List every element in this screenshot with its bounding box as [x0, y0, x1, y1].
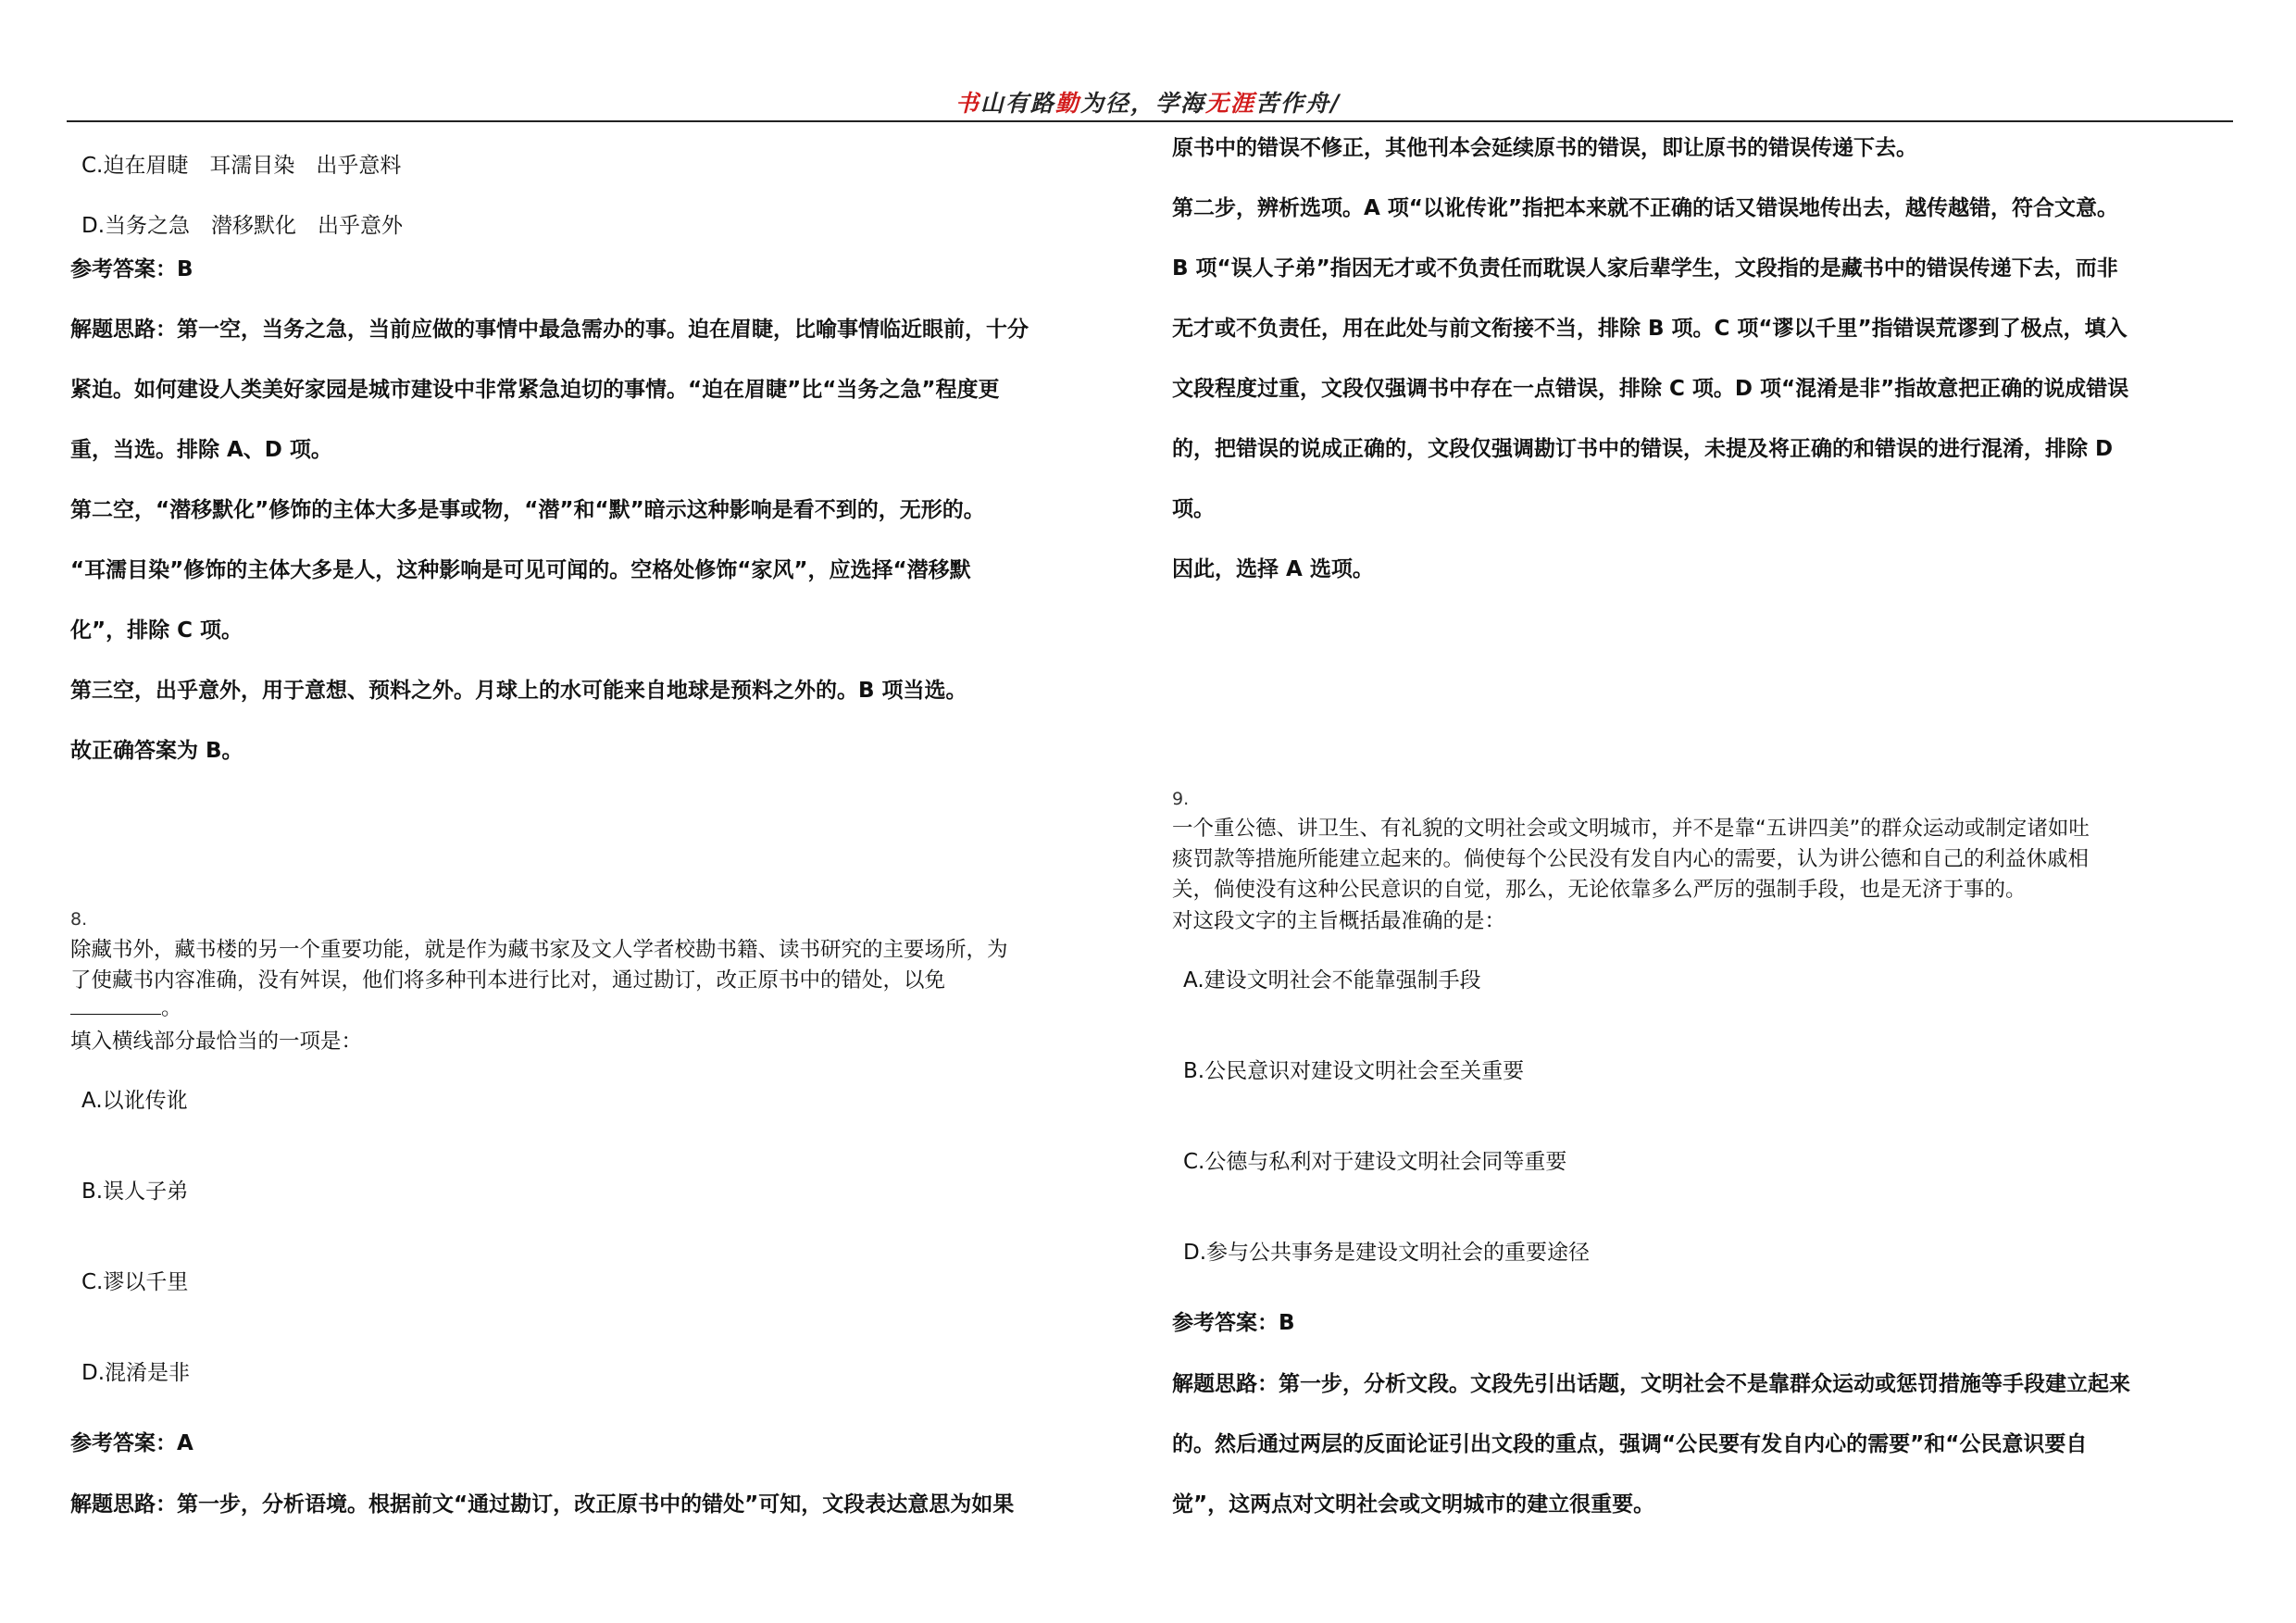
q8-explanation-line: 无才或不负责任，用在此处与前文衔接不当，排除 B 项。C 项“谬以千里”指错误荒谬到了极点，填入	[1172, 317, 2128, 341]
q9-number: 9.	[1172, 789, 1190, 809]
motto-part-1: 书	[955, 90, 980, 117]
q9-stem-line: 痰罚款等措施所能建立起来的。倘使每个公民没有发自内心的需要，认为讲公德和自己的利益休戚相	[1172, 847, 2090, 871]
q7-explanation-line: 故正确答案为 B。	[70, 739, 243, 763]
q9-option-d: D.参与公共事务是建设文明社会的重要途径	[1183, 1241, 1591, 1265]
q8-explanation-line: B 项“误人子弟”指因无才或不负责任而耽误人家后辈学生，文段指的是藏书中的错误传递下去，而非	[1172, 256, 2118, 281]
q8-stem-end-text: 。	[161, 996, 182, 1020]
q8-explanation-line: 解题思路：第一步，分析语境。根据前文“通过勘订，改正原书中的错处”可知，文段表达意思为如果	[70, 1492, 1015, 1517]
q9-explanation-line: 觉”，这两点对文明社会或文明城市的建立很重要。	[1172, 1492, 1655, 1517]
q8-explanation-line: 原书中的错误不修正，其他刊本会延续原书的错误，即让原书的错误传递下去。	[1172, 136, 1917, 160]
q8-option-b: B.误人子弟	[81, 1180, 189, 1204]
q9-explanation-line: 的。然后通过两层的反面论证引出文段的重点，强调“公民要有发自内心的需要”和“公民意识要自	[1172, 1432, 2088, 1456]
header-motto	[0, 85, 2296, 119]
q7-explanation-line: 重，当选。排除 A、D 项。	[70, 438, 332, 462]
q8-number: 8.	[70, 909, 88, 930]
q9-stem-line: 关，倘使没有这种公民意识的自觉，那么，无论依靠多么严厉的强制手段，也是无济于事的。	[1172, 878, 2027, 902]
q8-option-a: A.以讹传讹	[81, 1089, 188, 1113]
q7-explanation-line: 第二空，“潜移默化”修饰的主体大多是事或物，“潜”和“默”暗示这种影响是看不到的，无形的。	[70, 498, 985, 522]
q7-explanation-line: 第三空，出乎意外，用于意想、预料之外。月球上的水可能来自地球是预料之外的。B 项当选。	[70, 679, 967, 703]
motto-part-2: 山有路	[980, 90, 1055, 117]
q8-prompt: 填入横线部分最恰当的一项是：	[70, 1030, 363, 1054]
motto-part-3: 勤	[1054, 90, 1080, 117]
q7-option-c: C.迫在眉睫 耳濡目染 出乎意料	[81, 154, 402, 178]
q8-stem-line: 了使藏书内容准确，没有舛误，他们将多种刊本进行比对，通过勘订，改正原书中的错处，以免	[70, 968, 946, 993]
q7-explanation-line: 解题思路：第一空，当务之急，当前应做的事情中最急需办的事。迫在眉睫，比喻事情临近眼前，十分	[70, 318, 1029, 342]
q7-option-d: D.当务之急 潜移默化 出乎意外	[81, 214, 404, 238]
q9-explanation-line: 解题思路：第一步，分析文段。文段先引出话题，文明社会不是靠群众运动或惩罚措施等手段建立起来	[1172, 1372, 2130, 1396]
q9-option-b: B.公民意识对建设文明社会至关重要	[1183, 1059, 1525, 1083]
q9-prompt: 对这段文字的主旨概括最准确的是：	[1172, 909, 1506, 933]
header-divider	[67, 120, 2233, 122]
q8-stem-end	[70, 994, 182, 1022]
q7-explanation-line: 紧迫。如何建设人类美好家园是城市建设中非常紧急迫切的事情。“迫在眉睫”比“当务之急”程度更	[70, 378, 1000, 402]
q9-option-c: C.公德与私利对于建设文明社会同等重要	[1183, 1150, 1567, 1174]
q8-explanation-line: 项。	[1172, 497, 1215, 521]
q9-stem-line: 一个重公德、讲卫生、有礼貌的文明社会或文明城市，并不是靠“五讲四美”的群众运动或制定诸如吐	[1172, 817, 2090, 841]
q7-explanation-line: “耳濡目染”修饰的主体大多是人，这种影响是可见可闻的。空格处修饰“家风”，应选择“潜移默	[70, 558, 971, 582]
q9-answer: 参考答案：B	[1172, 1311, 1295, 1335]
q8-option-c: C.谬以千里	[81, 1270, 189, 1294]
motto-part-6: 苦作舟/	[1254, 90, 1341, 117]
fill-in-blank	[70, 995, 161, 1015]
q7-answer: 参考答案：B	[70, 257, 193, 281]
motto-part-4: 为径，学海	[1079, 90, 1205, 117]
q8-explanation-line: 的，把错误的说成正确的，文段仅强调勘订书中的错误，未提及将正确的和错误的进行混淆，排除 D	[1172, 437, 2114, 461]
q7-explanation-line: 化”，排除 C 项。	[70, 618, 243, 643]
q8-option-d: D.混淆是非	[81, 1361, 191, 1385]
q8-answer: 参考答案：A	[70, 1431, 193, 1455]
q8-explanation-line: 文段程度过重，文段仅强调书中存在一点错误，排除 C 项。D 项“混淆是非”指故意把正确的说成错误	[1172, 377, 2129, 401]
q9-option-a: A.建设文明社会不能靠强制手段	[1183, 968, 1481, 993]
q8-explanation-line: 因此，选择 A 选项。	[1172, 557, 1374, 581]
motto-part-5: 无涯	[1204, 90, 1255, 117]
q8-stem-line: 除藏书外，藏书楼的另一个重要功能，就是作为藏书家及文人学者校勘书籍、读书研究的主要场所，为	[70, 938, 1008, 962]
q8-explanation-line: 第二步，辨析选项。A 项“以讹传讹”指把本来就不正确的话又错误地传出去，越传越错，符合文意。	[1172, 196, 2119, 220]
